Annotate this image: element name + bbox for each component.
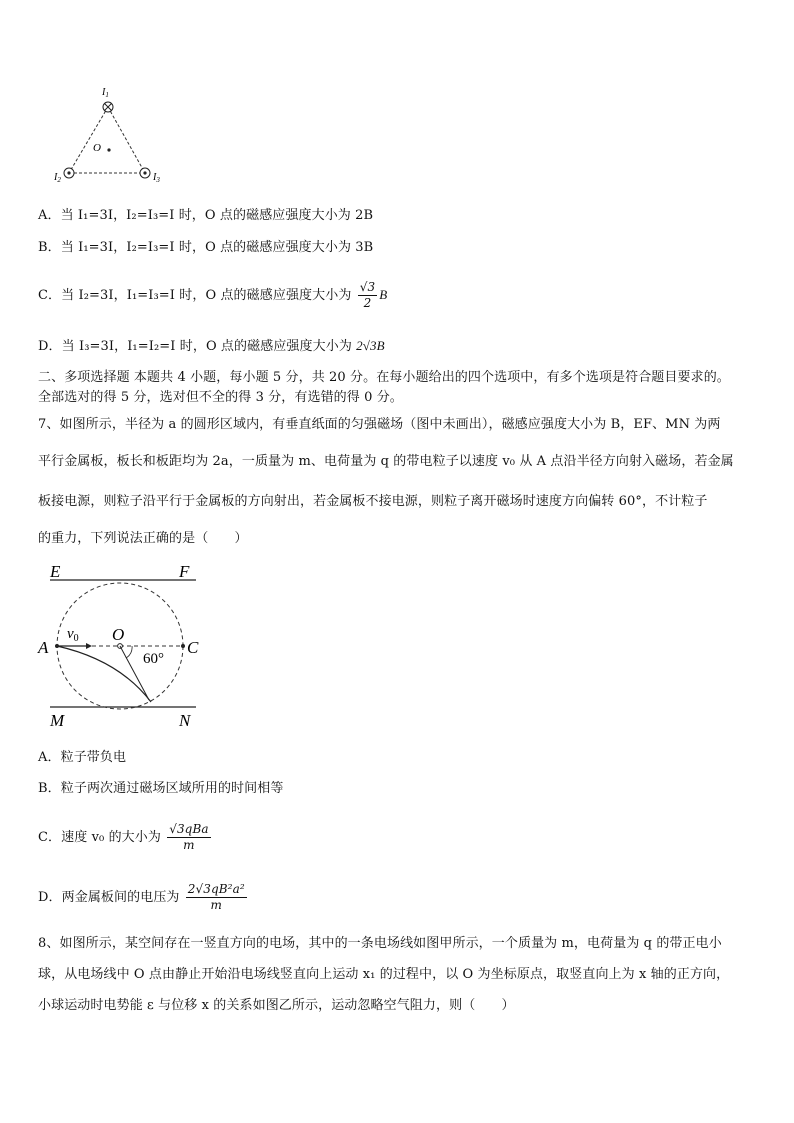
q7-option-C: [38, 822, 213, 853]
label-M: M: [50, 711, 65, 730]
particle-trajectory: [57, 646, 151, 702]
label-E: E: [50, 562, 61, 581]
fraction-denominator: m: [210, 898, 222, 912]
q7-option-B: B．粒子两次通过磁场区域所用的时间相等: [38, 781, 284, 796]
label-N: N: [179, 711, 191, 730]
point-A: [55, 644, 59, 648]
q6-option-C-text: C．当 I₂=3I，I₁=I₃=I 时，O 点的磁感应强度大小为: [38, 288, 352, 303]
section2-heading-line1: 二、多项选择题 本题共 4 小题，每小题 5 分，共 20 分。在每小题给出的四个选项中，有多个选项是符合题目要求的。: [38, 370, 730, 385]
q6-option-C-unit: B: [379, 287, 388, 302]
q7-option-C-fraction: [167, 822, 210, 853]
magnetic-field-circle-figure: [34, 560, 214, 732]
q7-stem-line3: 板接电源，则粒子沿平行于金属板的方向射出，若金属板不接电源，则粒子离开磁场时速度方向偏转 60°，不计粒子: [38, 494, 708, 509]
triangle-right-edge: [108, 107, 145, 173]
q8-stem-line2: 球，从电场线中 O 点由静止开始沿电场线竖直向上运动 x₁ 的过程中，以 O 为坐标原点，取竖直向上为 x 轴的正方向，: [38, 967, 730, 982]
q6-option-D-math: 2√3B: [356, 338, 385, 353]
center-point-O: [107, 148, 110, 151]
fraction-denominator: m: [183, 838, 195, 852]
q6-option-C-fraction: [358, 280, 377, 311]
q8-stem-line3: 小球运动时电势能 ε 与位移 x 的关系如图乙所示，运动忽略空气阻力，则（ ）: [38, 998, 515, 1013]
q7-option-C-text: C．速度 v₀ 的大小为: [38, 830, 161, 845]
wire-out-of-page-icon: [64, 168, 74, 178]
q6-option-B: B．当 I₁=3I，I₂=I₃=I 时，O 点的磁感应强度大小为 3B: [38, 240, 374, 255]
velocity-arrowhead-icon: [86, 643, 92, 649]
q7-option-D-text: D．两金属板间的电压为: [38, 890, 180, 905]
label-angle: 60°: [143, 651, 164, 667]
label-A: A: [38, 638, 49, 657]
triangle-left-edge: [69, 107, 108, 173]
q7-stem-line4: 的重力，下列说法正确的是（ ）: [38, 531, 248, 546]
label-I2: $I_2$: [54, 172, 61, 184]
q7-stem-line1: 7、如图所示，半径为 a 的圆形区域内，有垂直纸面的匀强磁场（图中未画出），磁感应强度大小为 B，EF、MN 为两: [38, 417, 721, 432]
fraction-numerator: √3qBa: [169, 822, 209, 836]
triangle-wires-figure: [48, 84, 178, 188]
q6-option-D-text: D．当 I₃=3I，I₁=I₂=I 时，O 点的磁感应强度大小为: [38, 339, 352, 354]
label-F: F: [179, 562, 190, 581]
label-I3: $I_3$: [153, 172, 160, 184]
label-O: O: [93, 142, 101, 154]
label-O: O: [112, 625, 125, 644]
label-v0: $v_0$: [67, 626, 79, 644]
fraction-numerator: 2√3qB²a²: [187, 882, 245, 896]
q6-option-C: [38, 280, 387, 311]
q6-option-D: [38, 338, 385, 355]
section2-heading-line2: 全部选对的得 5 分，选对但不全的得 3 分，有选错的得 0 分。: [38, 390, 403, 405]
q7-option-D-fraction: [186, 882, 247, 913]
angle-arc: [126, 646, 132, 658]
label-I1: $I_1$: [102, 87, 109, 99]
q7-option-A: A．粒子带负电: [38, 750, 127, 765]
wire-into-page-icon: [103, 102, 113, 112]
point-C: [181, 644, 185, 648]
label-C: C: [187, 638, 199, 657]
q7-option-D: [38, 882, 249, 913]
q8-stem-line1: 8、如图所示，某空间存在一竖直方向的电场，其中的一条电场线如图甲所示，一个质量为 m，电荷量为 q 的带正电小: [38, 936, 722, 951]
wire-out-of-page-icon: [140, 168, 150, 178]
q7-stem-line2: 平行金属板，板长和板距均为 2a，一质量为 m、电荷量为 q 的带电粒子以速度 v₀ 从 A 点沿半径方向射入磁场，若金属: [38, 454, 734, 469]
q6-option-A: A．当 I₁=3I，I₂=I₃=I 时，O 点的磁感应强度大小为 2B: [38, 208, 374, 223]
fraction-numerator: √3: [359, 280, 376, 294]
fraction-denominator: 2: [363, 296, 372, 310]
